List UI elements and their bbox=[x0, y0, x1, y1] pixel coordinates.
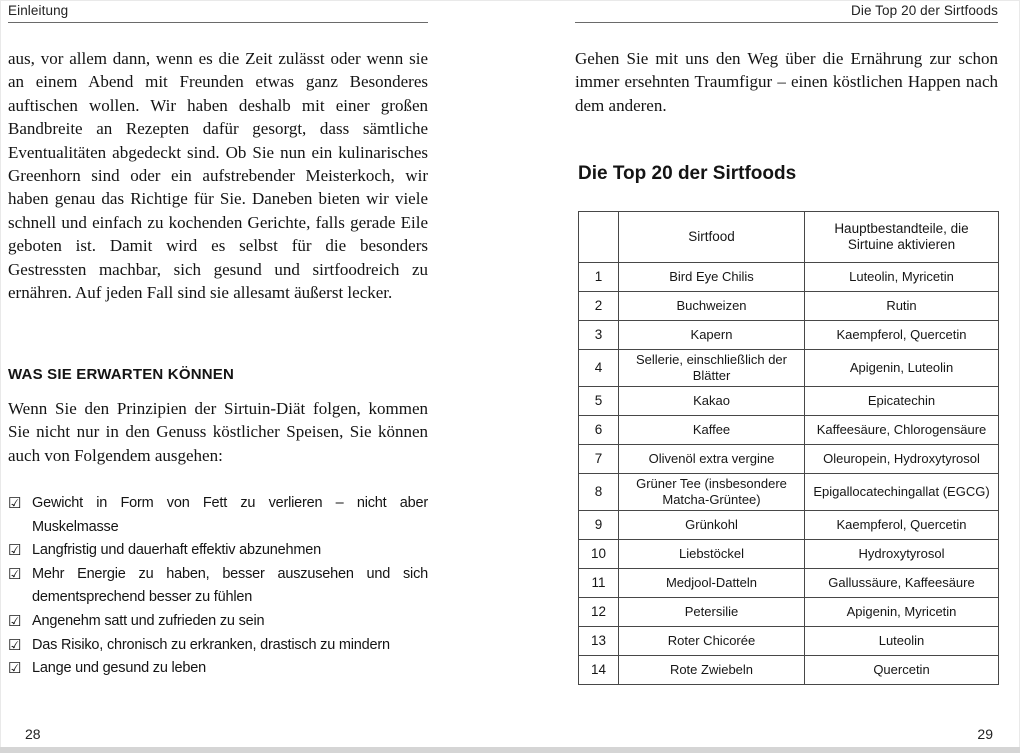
compounds-cell: Epicatechin bbox=[805, 387, 999, 416]
table-row bbox=[579, 656, 999, 685]
compounds-cell: Hydroxytyrosol bbox=[805, 540, 999, 569]
sirtfood-cell: Grünkohl bbox=[619, 511, 805, 540]
section-heading-right: Die Top 20 der Sirtfoods bbox=[578, 163, 797, 184]
table-row bbox=[579, 292, 999, 321]
row-number-cell: 10 bbox=[579, 540, 619, 569]
row-number-cell: 7 bbox=[579, 445, 619, 474]
compounds-cell: Gallussäure, Kaffeesäure bbox=[805, 569, 999, 598]
row-number-cell: 12 bbox=[579, 598, 619, 627]
checked-checkbox-icon: ☑ bbox=[8, 636, 22, 654]
sirtfood-cell: Medjool-Datteln bbox=[619, 569, 805, 598]
checklist-item-text: Mehr Energie zu haben, besser auszusehen und sich dementsprechend besser zu fühlen bbox=[32, 565, 428, 606]
checklist-item-text: Lange und gesund zu leben bbox=[32, 660, 206, 677]
compounds-cell: Kaempferol, Quercetin bbox=[805, 321, 999, 350]
checklist-item bbox=[8, 657, 428, 681]
sirtfood-cell: Roter Chicorée bbox=[619, 627, 805, 656]
row-number-cell: 4 bbox=[579, 350, 619, 387]
page-number-right: 29 bbox=[977, 726, 993, 742]
row-number-cell: 8 bbox=[579, 474, 619, 511]
table-row bbox=[579, 263, 999, 292]
row-number-cell: 2 bbox=[579, 292, 619, 321]
section-heading-left: WAS SIE ERWARTEN KÖNNEN bbox=[8, 366, 235, 383]
sirtfood-cell: Sellerie, einschließlich der Blätter bbox=[619, 350, 805, 387]
checked-checkbox-icon: ☑ bbox=[8, 660, 22, 678]
row-number-cell: 3 bbox=[579, 321, 619, 350]
checked-checkbox-icon: ☑ bbox=[8, 565, 22, 583]
sirtfood-cell: Olivenöl extra vergine bbox=[619, 445, 805, 474]
sirtfood-cell: Liebstöckel bbox=[619, 540, 805, 569]
checklist-item bbox=[8, 634, 428, 658]
benefits-checklist bbox=[8, 492, 428, 681]
table-row bbox=[579, 350, 999, 387]
checklist-item-text: Langfristig und dauerhaft effektiv abzunehmen bbox=[32, 542, 321, 559]
body-paragraph-2: Wenn Sie den Prinzipien der Sirtuin-Diät folgen, kommen Sie nicht nur in den Genuss köstlicher Speisen, Sie können auch von Folgendem ausgehen: bbox=[8, 399, 428, 465]
compounds-cell: Rutin bbox=[805, 292, 999, 321]
sirtfood-cell: Rote Zwiebeln bbox=[619, 656, 805, 685]
checked-checkbox-icon: ☑ bbox=[8, 542, 22, 560]
table-row bbox=[579, 474, 999, 511]
running-head-right: Die Top 20 der Sirtfoods bbox=[851, 3, 998, 18]
compounds-cell: Epigallocatechingallat (EGCG) bbox=[805, 474, 999, 511]
running-head-rule-right bbox=[575, 22, 998, 23]
intro-paragraph: Gehen Sie mit uns den Weg über die Ernährung zur schon immer ersehnten Traumfigur – einen köstlichen Happen nach dem anderen. bbox=[575, 49, 998, 115]
header-cell-number bbox=[579, 212, 619, 263]
checklist-item-text: Gewicht in Form von Fett zu verlieren – nicht aber Muskelmasse bbox=[32, 495, 428, 535]
table-header-row bbox=[579, 212, 999, 263]
checklist-item bbox=[8, 563, 428, 610]
running-head-left: Einleitung bbox=[8, 3, 69, 18]
sirtfood-table bbox=[578, 211, 999, 685]
sirtfood-cell: Petersilie bbox=[619, 598, 805, 627]
table-row bbox=[579, 387, 999, 416]
row-number-cell: 11 bbox=[579, 569, 619, 598]
header-cell-sirtfood: Sirtfood bbox=[619, 212, 805, 263]
checklist-item bbox=[8, 539, 428, 563]
sirtfood-cell: Kapern bbox=[619, 321, 805, 350]
compounds-cell: Luteolin, Myricetin bbox=[805, 263, 999, 292]
row-number-cell: 14 bbox=[579, 656, 619, 685]
running-head-rule-left bbox=[8, 22, 428, 23]
row-number-cell: 5 bbox=[579, 387, 619, 416]
checklist-item bbox=[8, 610, 428, 634]
table-row bbox=[579, 321, 999, 350]
compounds-cell: Luteolin bbox=[805, 627, 999, 656]
checklist-item-text: Angenehm satt und zufrieden zu sein bbox=[32, 612, 265, 629]
table-row bbox=[579, 416, 999, 445]
table-row bbox=[579, 445, 999, 474]
compounds-cell: Apigenin, Myricetin bbox=[805, 598, 999, 627]
sirtfood-cell: Bird Eye Chilis bbox=[619, 263, 805, 292]
row-number-cell: 13 bbox=[579, 627, 619, 656]
row-number-cell: 1 bbox=[579, 263, 619, 292]
compounds-cell: Kaffeesäure, Chlorogensäure bbox=[805, 416, 999, 445]
table-row bbox=[579, 569, 999, 598]
sirtfood-cell: Grüner Tee (insbesondere Matcha-Grüntee) bbox=[619, 474, 805, 511]
checked-checkbox-icon: ☑ bbox=[8, 495, 22, 512]
table-row bbox=[579, 540, 999, 569]
checklist-item-text: Das Risiko, chronisch zu erkranken, drastisch zu mindern bbox=[32, 636, 390, 653]
sirtfood-cell: Buchweizen bbox=[619, 292, 805, 321]
header-cell-compounds: Hauptbestandteile, die Sirtuine aktivieren bbox=[805, 212, 999, 263]
compounds-cell: Kaempferol, Quercetin bbox=[805, 511, 999, 540]
page-number-left: 28 bbox=[25, 726, 41, 742]
table-row bbox=[579, 627, 999, 656]
checklist-item bbox=[8, 492, 428, 539]
compounds-cell: Apigenin, Luteolin bbox=[805, 350, 999, 387]
compounds-cell: Oleuropein, Hydroxytyrosol bbox=[805, 445, 999, 474]
sirtfood-cell: Kaffee bbox=[619, 416, 805, 445]
checked-checkbox-icon: ☑ bbox=[8, 612, 22, 630]
body-paragraph-1: aus, vor allem dann, wenn es die Zeit zulässt oder wenn sie an einem Abend mit Freunden etwas ganz Besonderes auftischen wollen. Wir haben deshalb mit einer großen Bandbreite an Rezepten dafür gesorgt, dass sämtliche Eventualitäten abgedeckt sind. Ob Sie nun ein kulinarisches Greenhorn sind oder ein aufstrebender Meisterkoch, wir haben genau das Richtige für Sie. Daneben bieten wir viele schnell und einfach zu kochenden Gerichte, falls gerade Eile geboten ist. Damit wird es selbst für die besonders Gestressten machbar, sich gesund und sirtfoodreich zu ernähren. Auf jeden Fall sind sie allesamt äußerst lecker. bbox=[8, 49, 428, 303]
sirtfood-cell: Kakao bbox=[619, 387, 805, 416]
row-number-cell: 9 bbox=[579, 511, 619, 540]
table-row bbox=[579, 598, 999, 627]
page-bottom-edge-shadow bbox=[0, 747, 1020, 753]
table-row bbox=[579, 511, 999, 540]
compounds-cell: Quercetin bbox=[805, 656, 999, 685]
row-number-cell: 6 bbox=[579, 416, 619, 445]
